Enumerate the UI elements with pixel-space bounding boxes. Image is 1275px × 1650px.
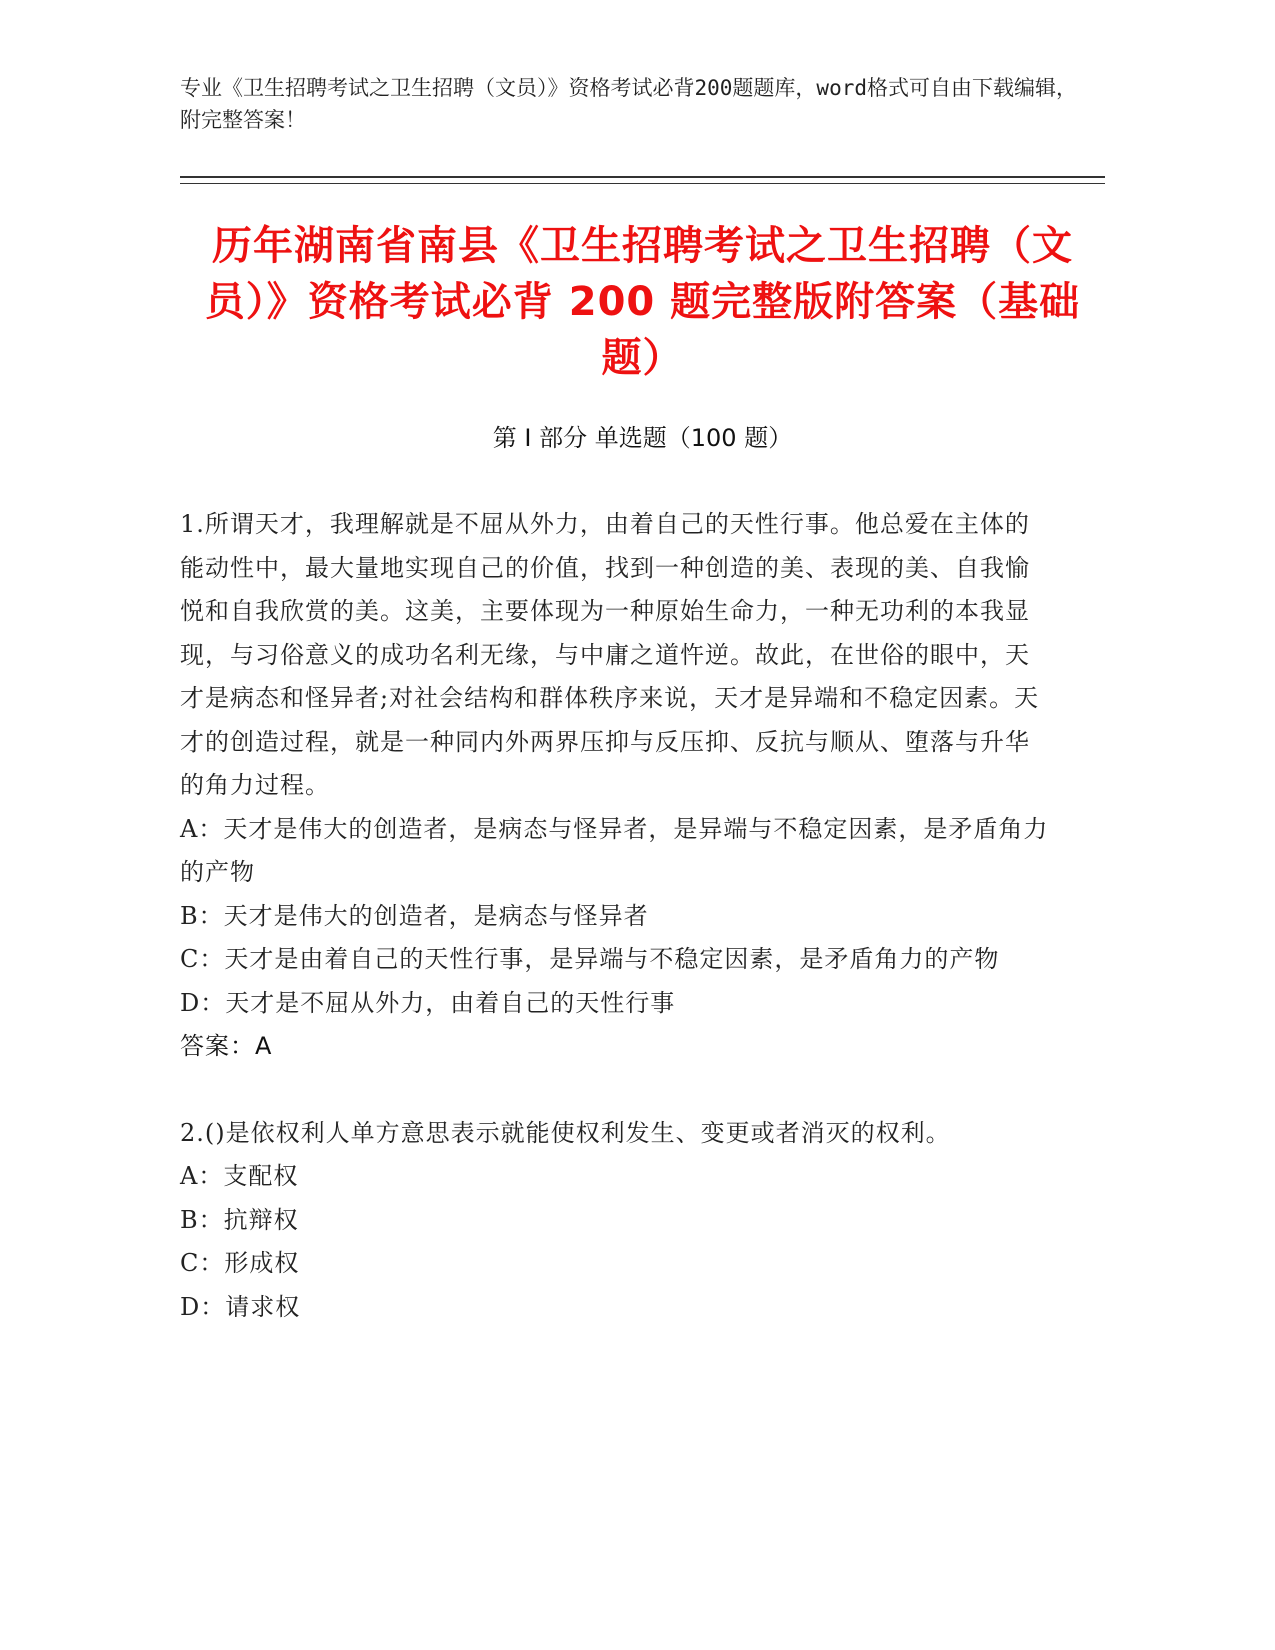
question-list [180,503,1050,1329]
option-c: C：形成权 [180,1249,300,1277]
option-b: B：天才是伟大的创造者，是病态与怪异者 [180,901,649,930]
question-stem: 1.所谓天才，我理解就是不屈从外力，由着自己的天性行事。他总爱在主体的能动性中，最大量地实现自己的价值，找到一种创造的美、表现的美、自我愉悦和自我欣赏的美。这美，主要体现为一种原始生命力，一种无功利的本我显现，与习俗意义的成功名利无缘，与中庸之道忤逆。故此，在世俗的眼中，天才是病态和怪异者;对社会结构和群体秩序来说，天才是异端和不稳定因素。天才的创造过程，就是一种同内外两界压抑与反压抑、反抗与顺从、堕落与升华的角力过程。 [180,510,1040,799]
question-2 [180,1112,1050,1330]
option-a: A：天才是伟大的创造者，是病态与怪异者，是异端与不稳定因素，是矛盾角力的产物 [180,814,1049,886]
option-d: D：请求权 [180,1292,301,1321]
option-a: A：支配权 [180,1162,299,1190]
option-d: D：天才是不屈从外力，由着自己的天性行事 [180,988,676,1017]
header-divider-thick [180,176,1105,178]
option-c: C：天才是由着自己的天性行事，是异端与不稳定因素，是矛盾角力的产物 [180,945,1000,973]
answer-line: 答案：A [180,1032,273,1060]
section-heading: 第 I 部分 单选题（100 题） [492,424,793,452]
option-b: B：抗辩权 [180,1205,299,1234]
header-note: 专业《卫生招聘考试之卫生招聘（文员）》资格考试必背200题题库，word格式可自由下载编辑，附完整答案！ [180,76,1077,132]
question-1 [180,503,1050,1069]
question-stem: 2.()是依权利人单方意思表示就能使权利发生、变更或者消灭的权利。 [180,1118,951,1147]
document-title: 历年湖南省南县《卫生招聘考试之卫生招聘（文员）》资格考试必背 200 题完整版附答案（基础题） [204,223,1081,381]
header-divider-thin [180,183,1105,184]
